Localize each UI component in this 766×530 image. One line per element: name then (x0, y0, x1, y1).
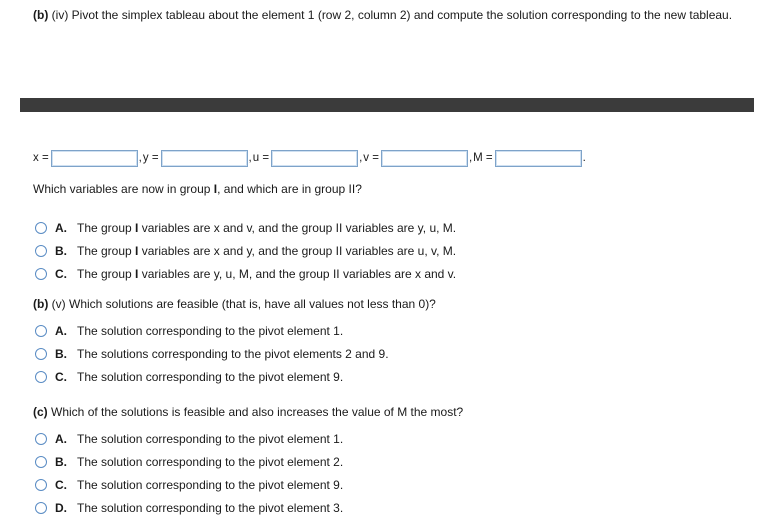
radio-button-icon[interactable] (35, 479, 47, 491)
radio-button-icon[interactable] (35, 502, 47, 514)
radio-button-icon[interactable] (35, 222, 47, 234)
question-b-iv-text: (iv) Pivot the simplex tableau about the element 1 (row 2, column 2) and compute the solution corresponding to the new tableau. (51, 8, 733, 22)
option-text: The group I variables are x and y, and the group II variables are u, v, M. (77, 244, 457, 258)
u-label: u = (252, 152, 270, 164)
section-divider-bar (20, 98, 754, 112)
increase-option-a[interactable] (35, 430, 343, 448)
x-separator: , (138, 152, 142, 164)
question-b-iv-label: (b) (33, 8, 49, 22)
x-input[interactable] (51, 150, 138, 167)
u-separator: , (359, 152, 363, 164)
option-text: The solution corresponding to the pivot element 2. (77, 455, 344, 469)
option-text: The solution corresponding to the pivot element 3. (77, 501, 344, 515)
x-label: x = (33, 152, 49, 164)
radio-button-icon[interactable] (35, 268, 47, 280)
v-separator: , (468, 152, 473, 164)
question-b-iv (33, 8, 753, 23)
question-c-text: Which of the solutions is feasible and also increases the value of M the most? (51, 405, 464, 419)
option-letter: C. (55, 478, 67, 492)
increase-option-d[interactable] (35, 499, 343, 517)
groups-question-text-after: ? (355, 182, 362, 196)
groups-question-group2: II (348, 182, 356, 196)
option-text: The group I variables are y, u, M, and the group II variables are x and v. (77, 267, 457, 281)
groups-question-group1: I (213, 182, 218, 196)
radio-button-icon[interactable] (35, 456, 47, 468)
radio-button-icon[interactable] (35, 348, 47, 360)
option-letter: B. (55, 244, 67, 258)
radio-button-icon[interactable] (35, 325, 47, 337)
feasible-option-c[interactable] (35, 368, 343, 386)
m-label: M = (473, 152, 493, 164)
feasible-option-b[interactable] (35, 345, 389, 363)
option-letter: A. (55, 221, 67, 235)
m-terminator: . (582, 152, 586, 164)
y-separator: , (248, 152, 252, 164)
m-input[interactable] (495, 150, 582, 167)
option-letter: C. (55, 267, 67, 281)
option-text: The solution corresponding to the pivot element 1. (77, 324, 344, 338)
groups-option-c[interactable] (35, 265, 456, 283)
option-text: The solution corresponding to the pivot element 9. (77, 478, 344, 492)
option-text: The solutions corresponding to the pivot elements 2 and 9. (77, 347, 389, 361)
v-input[interactable] (381, 150, 468, 167)
question-b-v (33, 297, 436, 311)
question-c-label: (c) (33, 405, 48, 419)
option-letter: C. (55, 370, 67, 384)
groups-option-b[interactable] (35, 242, 456, 260)
option-text: The solution corresponding to the pivot element 1. (77, 432, 344, 446)
option-letter: B. (55, 347, 67, 361)
v-label: v = (363, 152, 379, 164)
increase-option-b[interactable] (35, 453, 343, 471)
option-letter: B. (55, 455, 67, 469)
increase-option-c[interactable] (35, 476, 343, 494)
y-input[interactable] (161, 150, 248, 167)
question-c (33, 405, 463, 419)
u-input[interactable] (271, 150, 358, 167)
option-text: The solution corresponding to the pivot element 9. (77, 370, 344, 384)
radio-button-icon[interactable] (35, 245, 47, 257)
question-b-v-label: (b) (33, 297, 49, 311)
radio-button-icon[interactable] (35, 371, 47, 383)
radio-button-icon[interactable] (35, 433, 47, 445)
y-label: y = (142, 152, 159, 164)
groups-option-a[interactable] (35, 219, 456, 237)
feasible-option-a[interactable] (35, 322, 343, 340)
groups-question-text-before: Which variables are now in group (33, 182, 214, 196)
option-letter: A. (55, 432, 67, 446)
groups-question (33, 182, 362, 196)
option-text: The group I variables are x and v, and the group II variables are y, u, M. (77, 221, 457, 235)
option-letter: D. (55, 501, 67, 515)
option-letter: A. (55, 324, 67, 338)
question-b-v-text: (v) Which solutions are feasible (that is, have all values not less than 0)? (51, 297, 436, 311)
answer-inputs-row (33, 148, 587, 168)
groups-question-text-middle: , and which are in group (217, 182, 349, 196)
